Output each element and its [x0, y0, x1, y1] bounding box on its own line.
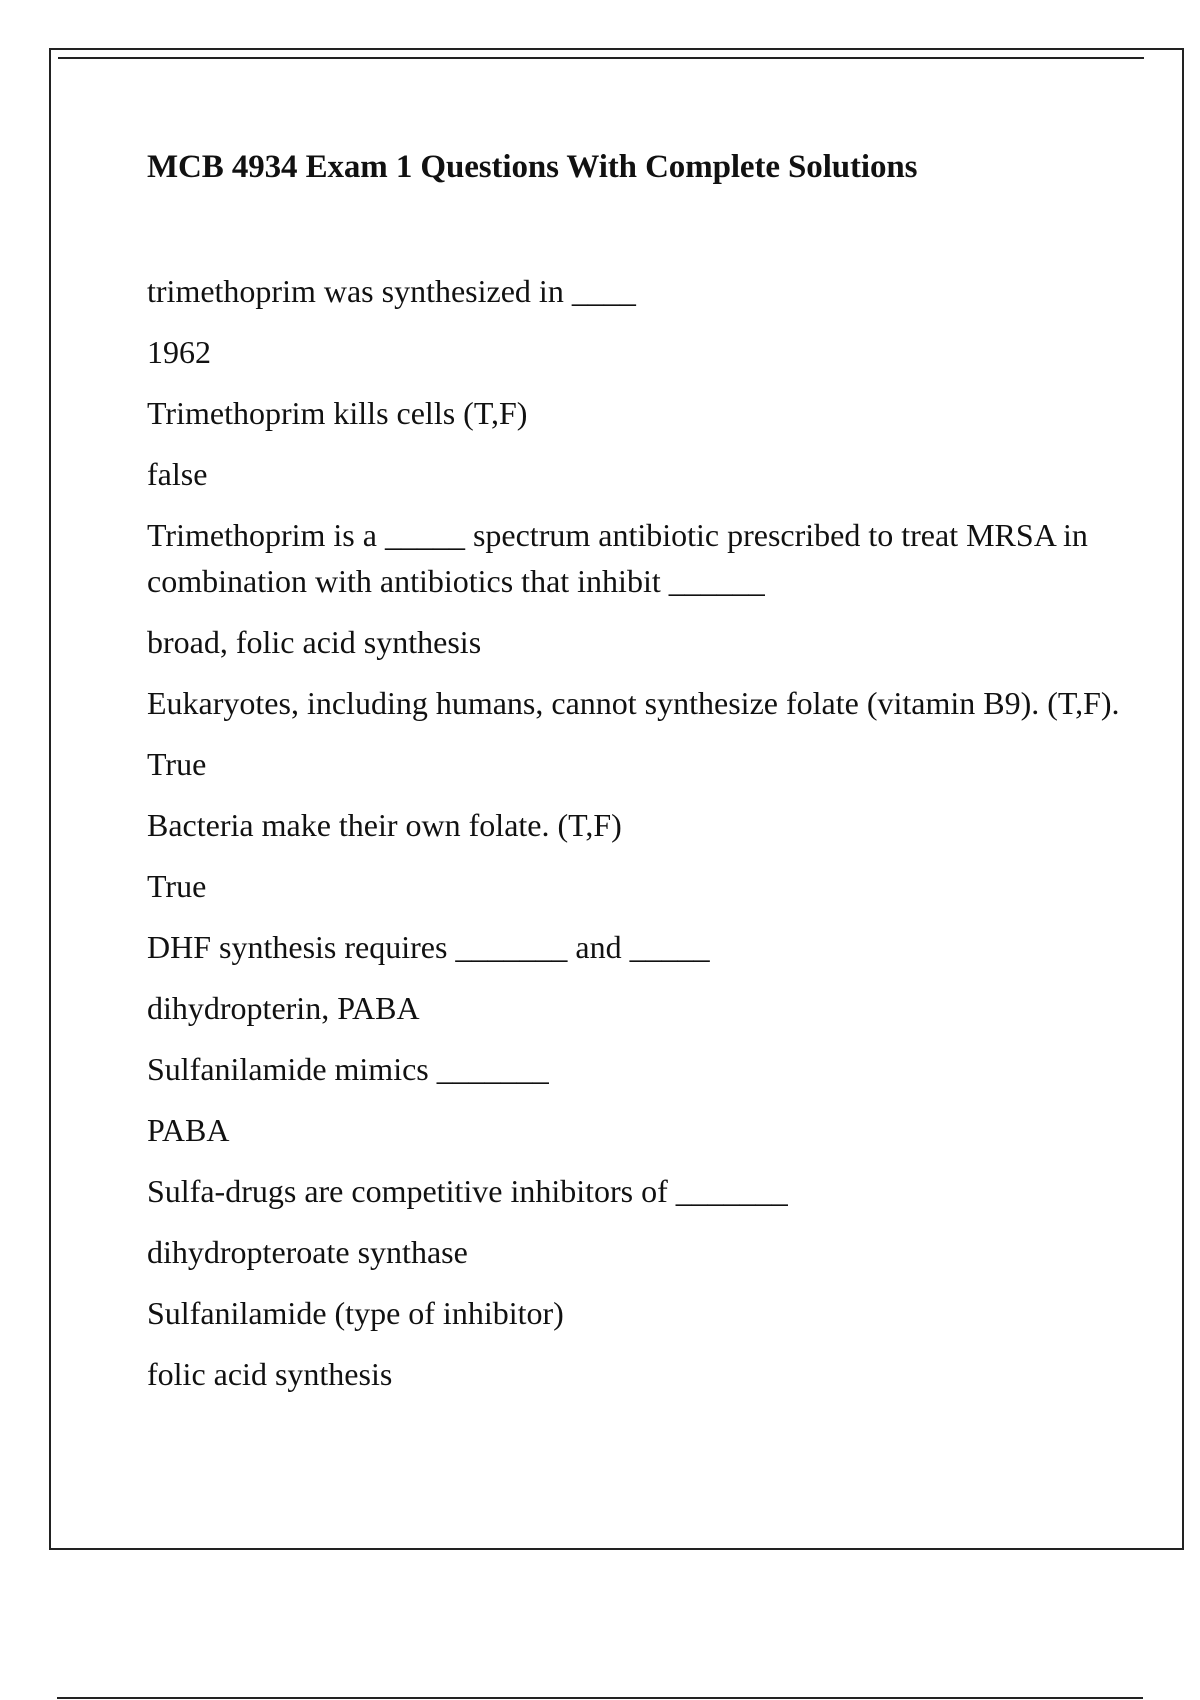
answer-line: broad, folic acid synthesis [147, 624, 482, 660]
qa-list [147, 268, 1137, 1412]
page-frame [49, 48, 1184, 1550]
question-line: Bacteria make their own folate. (T,F) [147, 807, 622, 843]
question-line: Eukaryotes, including humans, cannot synthesize folate (vitamin B9). (T,F). [147, 685, 1120, 721]
question-line: Trimethoprim kills cells (T,F) [147, 395, 528, 431]
answer-line: folic acid synthesis [147, 1356, 393, 1392]
question-line: Trimethoprim is a _____ spectrum antibiotic prescribed to treat MRSA in combination with antibiotics that inhibit ______ [147, 517, 1088, 599]
answer-line: 1962 [147, 334, 211, 370]
question-line: Sulfanilamide (type of inhibitor) [147, 1295, 564, 1331]
answer-line: false [147, 456, 208, 492]
question-line: Sulfanilamide mimics _______ [147, 1051, 549, 1087]
answer-line: dihydropterin, PABA [147, 990, 420, 1026]
answer-line: True [147, 746, 207, 782]
top-rule [58, 57, 1144, 59]
document-title: MCB 4934 Exam 1 Questions With Complete Solutions [147, 149, 918, 185]
question-line: trimethoprim was synthesized in ____ [147, 273, 636, 309]
answer-line: PABA [147, 1112, 230, 1148]
question-line: Sulfa-drugs are competitive inhibitors of _______ [147, 1173, 788, 1209]
bottom-rule [57, 1697, 1143, 1699]
answer-line: True [147, 868, 207, 904]
question-line: DHF synthesis requires _______ and _____ [147, 929, 710, 965]
answer-line: dihydropteroate synthase [147, 1234, 468, 1270]
